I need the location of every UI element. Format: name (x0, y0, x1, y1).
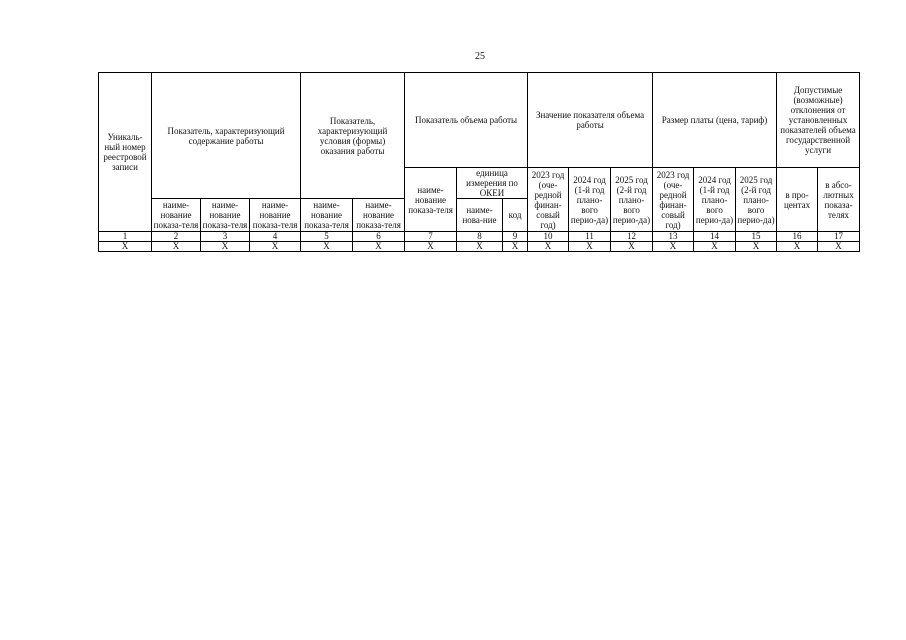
work-volume-table (98, 72, 860, 252)
header-conditions-name-1: наиме-нование показа-теля (301, 199, 353, 232)
header-content-name-3: наиме-нование показа-теля (250, 199, 301, 232)
column-number: 17 (818, 232, 860, 242)
table-cell: X (611, 242, 653, 252)
header-deviation-absolute: в абсо-лютных показа-телях (818, 168, 860, 232)
table-cell: X (528, 242, 569, 252)
column-number: 10 (528, 232, 569, 242)
table-cell: X (569, 242, 611, 252)
header-volume-2025: 2025 год (2-й год плано-вого перио-да) (611, 168, 653, 232)
table-cell: X (353, 242, 405, 252)
header-deviation-percent: в про-центах (777, 168, 818, 232)
page-number: 25 (475, 51, 485, 62)
column-number: 8 (457, 232, 503, 242)
column-number: 16 (777, 232, 818, 242)
column-number: 11 (569, 232, 611, 242)
header-unit: единица измерения по ОКЕИ (457, 168, 528, 199)
table-cell: X (152, 242, 201, 252)
header-registry-number: Уникаль-ный номер реестровой записи (99, 73, 152, 232)
table-cell: X (777, 242, 818, 252)
column-number: 9 (503, 232, 528, 242)
header-fee-2025: 2025 год (2-й год плано-вого перио-да) (736, 168, 777, 232)
column-number: 5 (301, 232, 353, 242)
column-number: 7 (405, 232, 457, 242)
table-cell: X (201, 242, 250, 252)
table-cell: X (99, 242, 152, 252)
table-cell: X (503, 242, 528, 252)
column-number: 4 (250, 232, 301, 242)
header-volume-indicator: Показатель объема работы (405, 73, 528, 168)
table-cell: X (818, 242, 860, 252)
header-conditions-name-2: наиме-нование показа-теля (353, 199, 405, 232)
column-number: 2 (152, 232, 201, 242)
column-number: 3 (201, 232, 250, 242)
table-cell: X (653, 242, 694, 252)
header-unit-name: наиме-нова-ние (457, 199, 503, 232)
table-cell: X (250, 242, 301, 252)
header-fee: Размер платы (цена, тариф) (653, 73, 777, 168)
header-fee-2023: 2023 год (оче-редной финан-совый год) (653, 168, 694, 232)
header-volume-2024: 2024 год (1-й год плано-вого перио-да) (569, 168, 611, 232)
header-volume-indicator-name: наиме-нование показа-теля (405, 168, 457, 232)
column-number-row (99, 232, 860, 242)
header-fee-2024: 2024 год (1-й год плано-вого перио-да) (694, 168, 736, 232)
column-number: 14 (694, 232, 736, 242)
table-cell: X (457, 242, 503, 252)
table-cell: X (736, 242, 777, 252)
table-cell: X (694, 242, 736, 252)
column-number: 15 (736, 232, 777, 242)
header-conditions-indicator: Показатель, характеризующий условия (формы) оказания работы (301, 73, 405, 199)
header-volume-value: Значение показателя объема работы (528, 73, 653, 168)
column-number: 6 (353, 232, 405, 242)
table-cell: X (301, 242, 353, 252)
header-deviations: Допустимые (возможные) отклонения от установленных показателей объема государственной услуги (777, 73, 860, 168)
table-cell: X (405, 242, 457, 252)
header-content-indicator: Показатель, характеризующий содержание работы (152, 73, 301, 199)
column-number: 13 (653, 232, 694, 242)
column-number: 1 (99, 232, 152, 242)
header-volume-2023: 2023 год (оче-редной финан-совый год) (528, 168, 569, 232)
column-number: 12 (611, 232, 653, 242)
header-content-name-2: наиме-нование показа-теля (201, 199, 250, 232)
header-content-name-1: наиме-нование показа-теля (152, 199, 201, 232)
header-unit-code: код (503, 199, 528, 232)
table-row (99, 242, 860, 252)
